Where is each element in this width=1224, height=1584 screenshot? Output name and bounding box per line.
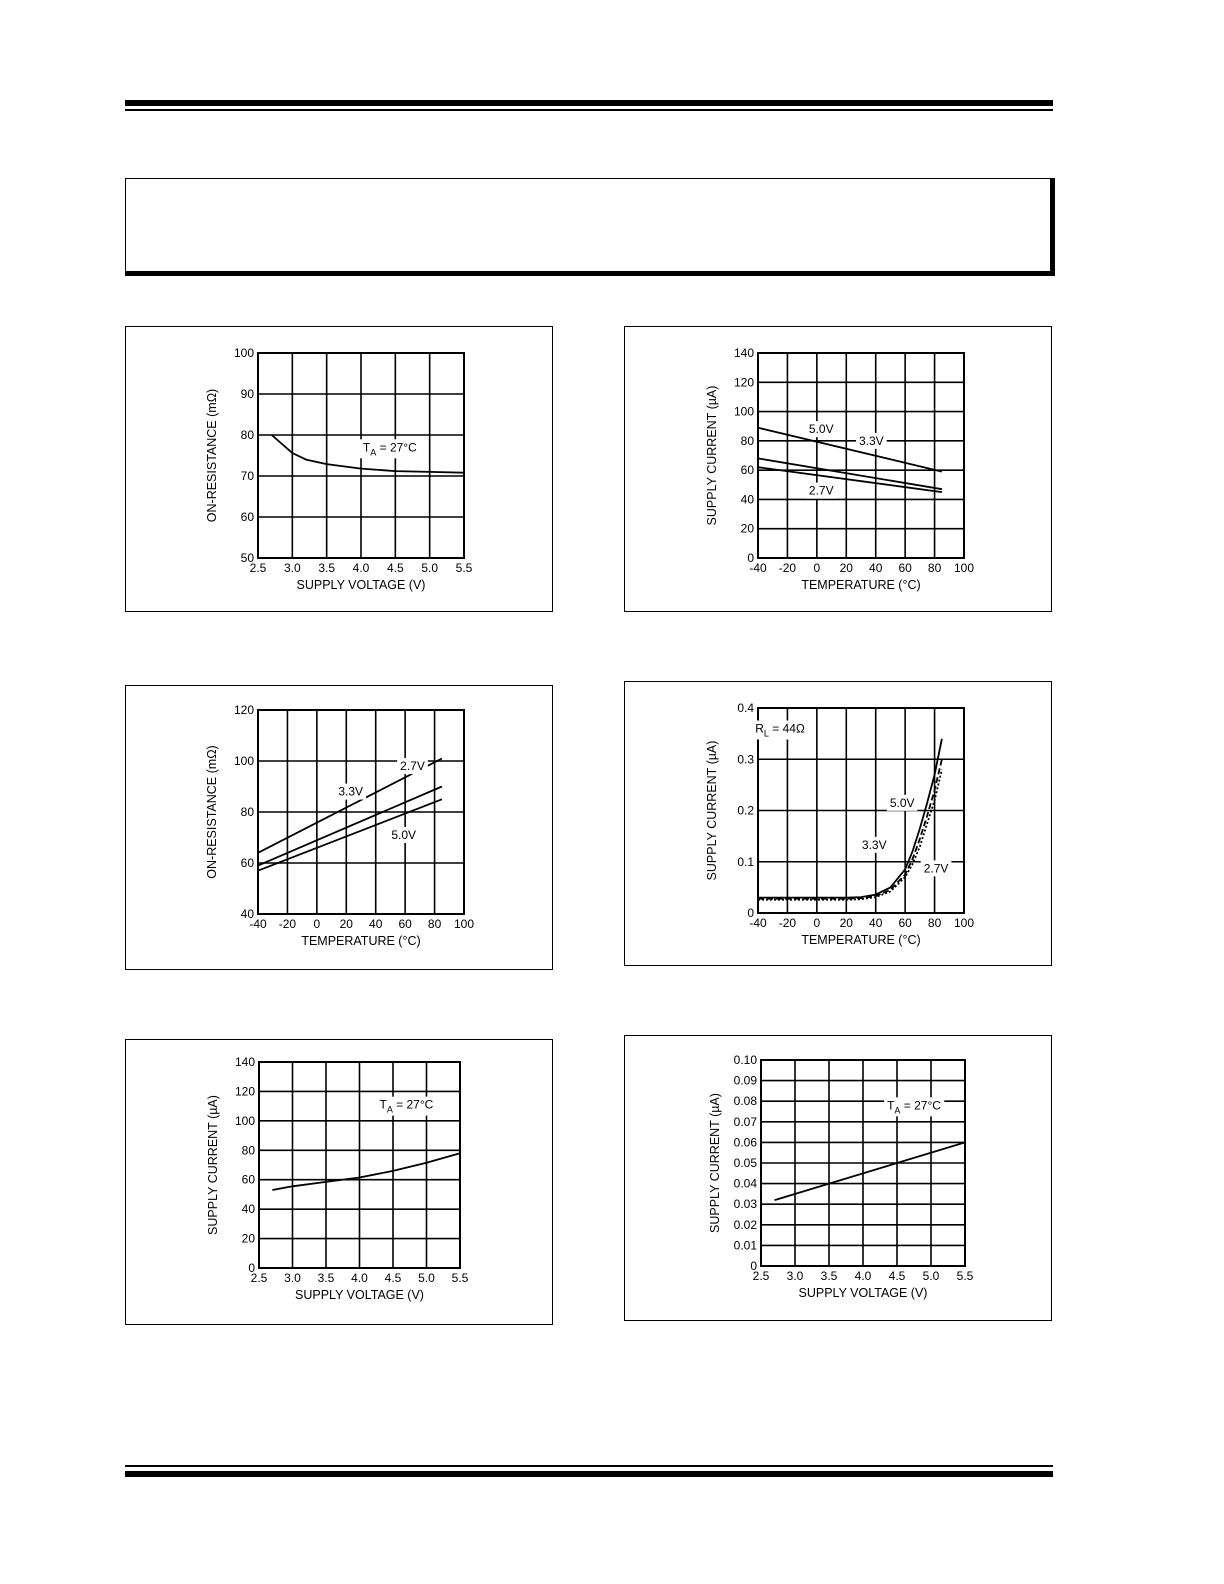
y-tick-label: 140	[733, 346, 754, 360]
x-tick-label: 5.0	[418, 1271, 435, 1285]
x-tick-label: 2.5	[249, 561, 267, 575]
x-tick-label: 3.0	[284, 1271, 301, 1285]
y-tick-label: 80	[240, 428, 254, 442]
annotation	[376, 1097, 436, 1116]
x-tick-label: 20	[339, 917, 353, 931]
x-tick-label: 4.0	[351, 1271, 368, 1285]
x-axis-label: SUPPLY VOLTAGE (V)	[295, 1288, 424, 1302]
y-tick-label: 0.06	[733, 1135, 757, 1150]
x-tick-label: 80	[927, 561, 942, 575]
x-tick-label: 0	[813, 916, 821, 930]
annotation-subscript: A	[894, 1105, 901, 1116]
y-tick-label: 80	[740, 433, 754, 448]
y-tick-label: 0	[747, 906, 754, 920]
chart-svg	[126, 1040, 552, 1324]
y-tick-label: 60	[241, 1172, 255, 1187]
y-tick-label: 140	[234, 1055, 255, 1069]
y-tick-label: 0.08	[733, 1094, 757, 1109]
y-tick-label: 0.09	[733, 1073, 757, 1088]
x-tick-label: 40	[369, 917, 383, 931]
footer-rule-thick	[125, 1471, 1053, 1477]
annotation-subscript: A	[370, 447, 377, 458]
annotation-label: 5.0V	[889, 795, 915, 810]
chart-svg	[625, 327, 1051, 611]
annotation-label: 5.0V	[808, 422, 834, 437]
grid	[259, 1062, 460, 1268]
y-tick-label: 0.03	[733, 1197, 757, 1212]
title-box	[125, 178, 1055, 276]
series-line	[758, 739, 942, 898]
annotation	[752, 721, 808, 740]
x-tick-label: 4.5	[888, 1269, 906, 1283]
x-tick-label: -20	[278, 917, 297, 931]
y-tick-label: 0.02	[733, 1217, 757, 1232]
y-tick-label: 120	[733, 375, 754, 390]
x-tick-label: 80	[427, 917, 442, 931]
y-tick-label: 0.05	[733, 1156, 757, 1170]
y-tick-label: 100	[233, 754, 254, 768]
grid	[258, 710, 464, 914]
annotation-label: 3.3V	[858, 433, 884, 448]
y-tick-label: 0.4	[737, 701, 754, 715]
x-tick-label: 3.5	[820, 1269, 838, 1283]
y-tick-label: 0.07	[733, 1114, 757, 1129]
annotation	[884, 1097, 944, 1116]
x-tick-label: 100	[453, 917, 475, 931]
x-tick-label: 3.0	[786, 1269, 804, 1283]
y-tick-label: 90	[240, 387, 254, 401]
y-tick-label: 100	[234, 1113, 255, 1128]
x-tick-label: 40	[869, 916, 883, 930]
annotation-subscript: L	[763, 728, 769, 739]
x-tick-label: -40	[749, 561, 767, 575]
x-tick-label: -40	[249, 917, 267, 931]
annotation-label: 3.3V	[861, 837, 887, 852]
y-axis-label: ON-RESISTANCE (mΩ)	[205, 745, 219, 879]
y-tick-label: 120	[234, 1084, 255, 1099]
y-tick-label: 40	[740, 492, 754, 507]
footer-rule-thin	[125, 1465, 1053, 1467]
annotation	[856, 433, 887, 449]
x-tick-label: 5.0	[922, 1269, 940, 1283]
y-tick-label: 20	[740, 521, 754, 536]
y-tick-label: 0.04	[733, 1176, 757, 1191]
x-tick-label: 60	[398, 917, 412, 931]
x-tick-label: 20	[839, 916, 853, 930]
annotation	[806, 421, 837, 437]
y-tick-label: 0	[248, 1261, 255, 1275]
annotation-main: R	[755, 721, 764, 736]
x-tick-label: 40	[869, 561, 883, 575]
x-tick-label: -40	[749, 916, 767, 930]
annotation-subscript: A	[386, 1104, 393, 1115]
x-tick-label: 5.0	[421, 561, 439, 575]
x-tick-label: -20	[778, 561, 797, 575]
annotation-main: T	[362, 440, 371, 455]
y-tick-label: 20	[241, 1231, 255, 1246]
annotation-rest: = 27°C	[392, 1097, 434, 1112]
y-tick-label: 40	[240, 907, 254, 921]
x-tick-label: 0	[813, 561, 821, 575]
y-tick-label: 0	[750, 1259, 757, 1273]
y-axis-label: SUPPLY CURRENT (µA)	[206, 1095, 220, 1235]
x-tick-label: 4.0	[352, 561, 370, 575]
plot-frame	[758, 353, 964, 558]
y-tick-label: 40	[241, 1202, 255, 1217]
y-axis-label: SUPPLY CURRENT (µA)	[705, 385, 719, 526]
x-tick-label: 2.5	[752, 1269, 770, 1283]
x-axis-label: TEMPERATURE (°C)	[801, 933, 921, 947]
x-tick-label: 5.5	[455, 561, 473, 575]
series-line	[758, 428, 942, 472]
y-tick-label: 120	[233, 703, 254, 717]
grid	[761, 1060, 965, 1266]
annotation	[806, 483, 837, 499]
x-tick-label: 3.5	[318, 561, 336, 575]
chart-onres-vs-voltage	[125, 326, 553, 612]
series-line	[758, 458, 942, 489]
annotation	[859, 837, 890, 853]
x-tick-label: 5.5	[956, 1269, 974, 1283]
y-tick-label: 0	[747, 551, 754, 565]
x-tick-label: 100	[953, 916, 975, 930]
chart-onres-vs-temp	[125, 685, 553, 970]
header-rule-thin	[125, 109, 1053, 111]
y-tick-label: 60	[740, 463, 754, 478]
x-tick-label: 4.5	[384, 1271, 402, 1285]
y-tick-label: 0.2	[737, 803, 754, 818]
y-tick-label: 100	[233, 346, 254, 360]
chart-shutdown-current-vs-voltage	[624, 1035, 1052, 1321]
y-tick-label: 50	[240, 551, 254, 565]
x-tick-label: 3.0	[283, 561, 301, 575]
chart-svg	[625, 682, 1051, 965]
x-tick-label: -20	[778, 916, 797, 930]
annotation	[921, 860, 952, 876]
annotation	[388, 827, 419, 843]
x-tick-label: 100	[953, 561, 975, 575]
x-tick-label: 5.5	[451, 1271, 469, 1285]
x-tick-label: 60	[898, 561, 912, 575]
annotation-rest: = 27°C	[900, 1098, 941, 1113]
y-axis-label: ON-RESISTANCE (mΩ)	[205, 388, 219, 523]
y-tick-label: 0.10	[733, 1053, 757, 1067]
chart-svg	[625, 1036, 1051, 1320]
y-axis-label: SUPPLY CURRENT (µA)	[705, 740, 719, 881]
y-tick-label: 0.01	[733, 1238, 757, 1253]
chart-svg	[126, 686, 552, 969]
annotation	[887, 795, 918, 811]
series-line	[775, 1142, 965, 1200]
chart-current-vs-voltage	[125, 1039, 553, 1325]
x-axis-label: TEMPERATURE (°C)	[301, 934, 421, 948]
y-tick-label: 100	[733, 404, 754, 419]
x-tick-label: 0	[313, 917, 321, 931]
annotation-label: 5.0V	[391, 827, 417, 842]
grid	[758, 353, 964, 558]
annotation-label: 2.7V	[400, 759, 425, 774]
annotation-main: T	[887, 1098, 895, 1113]
x-axis-label: SUPPLY VOLTAGE (V)	[798, 1286, 928, 1300]
x-tick-label: 4.0	[854, 1269, 872, 1283]
annotation	[335, 784, 366, 800]
chart-svg	[126, 327, 552, 611]
x-axis-label: TEMPERATURE (°C)	[801, 578, 921, 592]
y-tick-label: 80	[241, 1143, 255, 1158]
y-tick-label: 70	[240, 469, 254, 483]
annotation-label: 2.7V	[808, 483, 834, 498]
y-tick-label: 80	[240, 805, 254, 819]
x-tick-label: 4.5	[386, 561, 404, 575]
series-line	[758, 759, 942, 898]
annotation-label: 2.7V	[923, 861, 949, 876]
y-axis-label: SUPPLY CURRENT (µA)	[708, 1093, 722, 1233]
x-tick-label: 2.5	[250, 1271, 268, 1285]
annotation-main: T	[379, 1097, 387, 1112]
y-tick-label: 60	[240, 856, 254, 870]
annotation-rest: = 27°C	[376, 440, 417, 455]
annotation-label: 3.3V	[338, 784, 364, 799]
annotation	[360, 439, 420, 458]
chart-shutdown-current-vs-temp	[624, 681, 1052, 966]
x-tick-label: 3.5	[317, 1271, 335, 1285]
x-axis-label: SUPPLY VOLTAGE (V)	[296, 578, 426, 592]
y-tick-label: 0.3	[737, 752, 754, 767]
header-rule-thick	[125, 100, 1053, 106]
x-tick-label: 20	[839, 561, 853, 575]
series-line	[758, 770, 942, 900]
x-tick-label: 60	[898, 916, 912, 930]
annotation	[397, 758, 428, 774]
series-line	[272, 1153, 460, 1190]
y-tick-label: 60	[240, 510, 254, 524]
y-tick-label: 0.1	[737, 854, 754, 869]
chart-current-vs-temp	[624, 326, 1052, 612]
annotation-rest: = 44Ω	[768, 721, 805, 736]
x-tick-label: 80	[927, 916, 942, 930]
